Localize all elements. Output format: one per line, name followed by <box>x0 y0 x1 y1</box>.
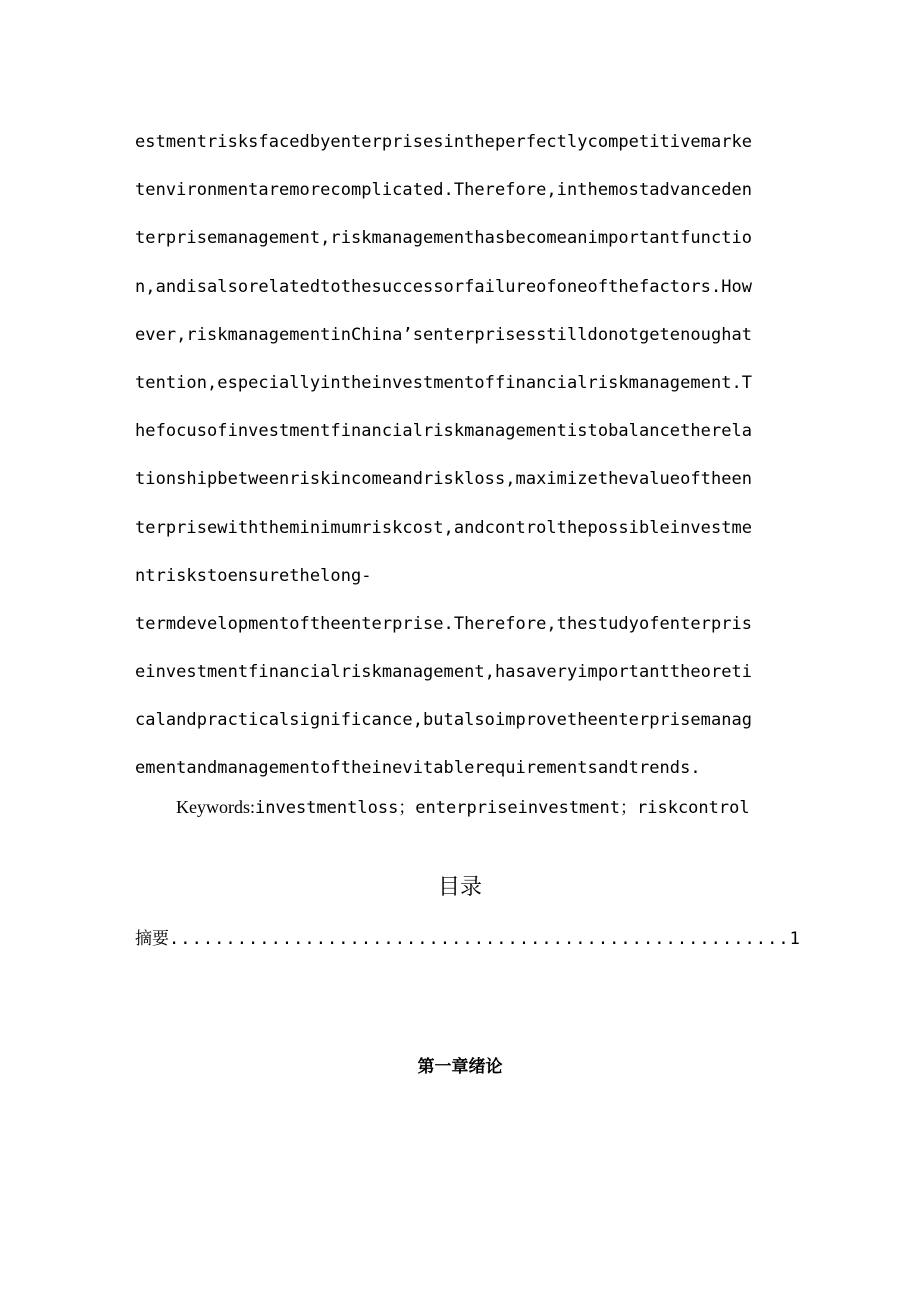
abstract-line: hefocusofinvestmentfinancialriskmanagementistobalancetherela <box>135 421 753 442</box>
abstract-line: ever,riskmanagementinChina’senterprisesstilldonotgetenoughat <box>135 324 753 345</box>
abstract-line: tention,especiallyintheinvestmentoffinancialriskmanagement.T <box>135 372 753 393</box>
toc-title: 目录 <box>437 875 482 900</box>
abstract-line: termdevelopmentoftheenterprise.Therefore,thestudyofenterpris <box>135 613 753 634</box>
abstract-line: ntriskstoensurethelong- <box>135 565 372 586</box>
toc-entry-leader: ....................................................... <box>169 929 790 949</box>
abstract-body <box>135 118 790 793</box>
toc-entry-label: 摘要 <box>135 929 169 949</box>
abstract-line: terprisemanagement,riskmanagementhasbecomeanimportantfunctio <box>135 228 753 249</box>
chapter-title: 第一章绪论 <box>417 1057 503 1077</box>
abstract-line: estmentrisksfacedbyenterprisesintheperfectlycompetitivemarke <box>135 132 753 152</box>
keywords-line <box>176 792 750 823</box>
toc-entry-abstract[interactable] <box>135 924 800 954</box>
abstract-line: terprisewiththeminimumriskcost,andcontrolthepossibleinvestme <box>135 517 753 538</box>
abstract-line: einvestmentfinancialriskmanagement,hasaveryimportanttheoreti <box>135 662 753 683</box>
abstract-line: ementandmanagementoftheinevitablerequirementsandtrends. <box>135 758 701 779</box>
keywords-text: investmentloss；enterpriseinvestment；riskcontrol <box>255 798 750 818</box>
abstract-line: tionshipbetweenriskincomeandriskloss,maximizethevalueoftheen <box>135 469 753 490</box>
abstract-line: n,andisalsorelatedtothesuccessorfailureofoneofthefactors.How <box>135 276 753 297</box>
toc-entry-page: 1 <box>789 929 800 949</box>
keywords-label: Keywords <box>176 797 250 817</box>
abstract-line: calandpracticalsignificance,butalsoimprovetheenterprisemanag <box>135 710 753 731</box>
abstract-line: tenvironmentaremorecomplicated.Therefore,inthemostadvanceden <box>135 180 753 201</box>
keywords-separator: : <box>250 797 256 817</box>
